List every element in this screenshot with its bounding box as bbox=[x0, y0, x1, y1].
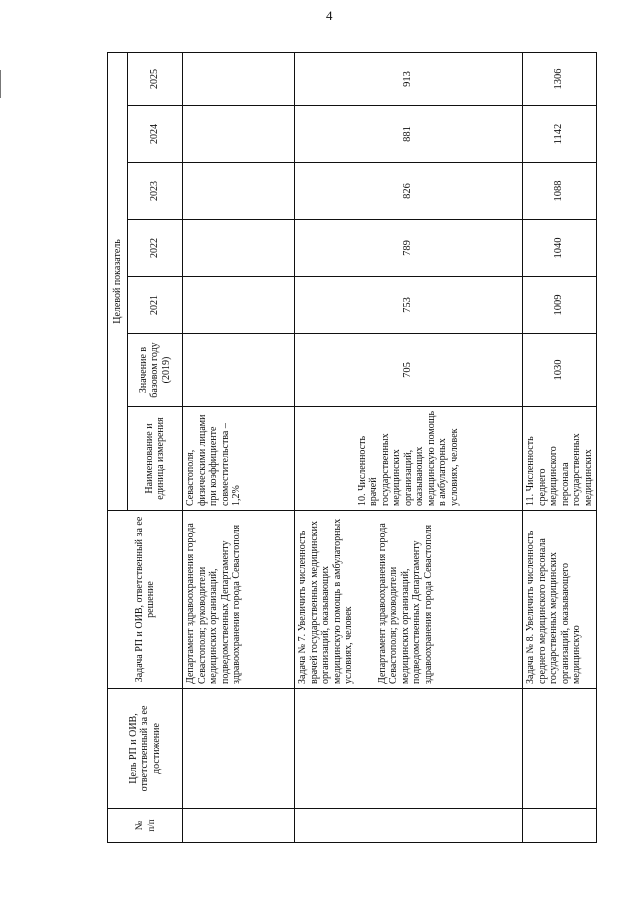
page-number: 4 bbox=[326, 8, 333, 23]
cell-num bbox=[295, 809, 523, 843]
cell-2023: 826 bbox=[295, 163, 523, 220]
header-task: Задача РП и ОИВ, ответственный за ее решение bbox=[108, 511, 183, 689]
table-row bbox=[523, 52, 597, 842]
table-row bbox=[183, 52, 295, 842]
header-year-2024: 2024 bbox=[128, 106, 183, 163]
header-year-2023: 2023 bbox=[128, 163, 183, 220]
task-responsible: Департамент здравоохранения города Севастополя; руководители медицинских организаций, подведомственных Департаменту здравоохранения города Севастополя bbox=[376, 523, 434, 684]
cell-num bbox=[183, 809, 295, 843]
cell-2023: 1088 bbox=[523, 163, 597, 220]
target-indicators-table bbox=[107, 52, 597, 843]
task-spacer bbox=[355, 515, 377, 684]
cell-task bbox=[295, 511, 523, 689]
cell-2025: 1306 bbox=[523, 52, 597, 105]
cell-base bbox=[183, 334, 295, 407]
cell-2021 bbox=[183, 277, 295, 334]
cell-2025 bbox=[183, 52, 295, 105]
cell-base: 705 bbox=[295, 334, 523, 407]
header-base: Значение в базовом году (2019) bbox=[128, 334, 183, 407]
table-row bbox=[295, 52, 523, 842]
header-row-1 bbox=[108, 52, 128, 842]
cell-base: 1030 bbox=[523, 334, 597, 407]
header-goal: Цель РП и ОИВ, ответственный за ее достижение bbox=[108, 689, 183, 809]
task-title: Задача № 7. Увеличить численность врачей государственных медицинских организаций, оказывающих медицинскую помощь в амбулаторных условиях, человек bbox=[297, 518, 354, 684]
cell-indicator: 10. Численность врачей государственных медицинских организаций, оказывающих медицинскую помощь в амбулаторных условиях, человек bbox=[295, 407, 523, 511]
cell-2022 bbox=[183, 220, 295, 277]
header-target: Целевой показатель bbox=[108, 52, 128, 510]
header-num-label: № bbox=[134, 820, 146, 831]
cell-task: Департамент здравоохранения города Севастополя; руководители медицинских организаций, подведомственных Департаменту здравоохранения города Севастополя bbox=[183, 511, 295, 689]
header-num-sub: п/п bbox=[145, 819, 156, 832]
rotated-table-container bbox=[107, 53, 594, 843]
cell-2023 bbox=[183, 163, 295, 220]
cell-2021: 1009 bbox=[523, 277, 597, 334]
header-indicator: Наименование и единица измерения bbox=[128, 407, 183, 511]
cell-2024: 881 bbox=[295, 106, 523, 163]
cell-indicator: 11. Численность среднего медицинского персонала государственных медицинских bbox=[523, 407, 597, 511]
cell-2021: 753 bbox=[295, 277, 523, 334]
cell-2024 bbox=[183, 106, 295, 163]
cell-2024: 1142 bbox=[523, 106, 597, 163]
cell-2022: 1040 bbox=[523, 220, 597, 277]
cell-goal bbox=[523, 689, 597, 809]
edge-mark bbox=[0, 70, 1, 98]
cell-indicator: Севастополя, физическими лицами при коэффициенте совместительства – 1,2% bbox=[183, 407, 295, 511]
cell-2025: 913 bbox=[295, 52, 523, 105]
header-year-2021: 2021 bbox=[128, 277, 183, 334]
cell-2022: 789 bbox=[295, 220, 523, 277]
header-year-2025: 2025 bbox=[128, 52, 183, 105]
cell-goal bbox=[295, 689, 523, 809]
header-year-2022: 2022 bbox=[128, 220, 183, 277]
cell-goal bbox=[183, 689, 295, 809]
cell-num bbox=[523, 809, 597, 843]
header-num bbox=[108, 809, 183, 843]
cell-task: Задача № 8. Увеличить численность среднего медицинского персонала государственных медицинских организаций, оказывающего медицинскую bbox=[523, 511, 597, 689]
